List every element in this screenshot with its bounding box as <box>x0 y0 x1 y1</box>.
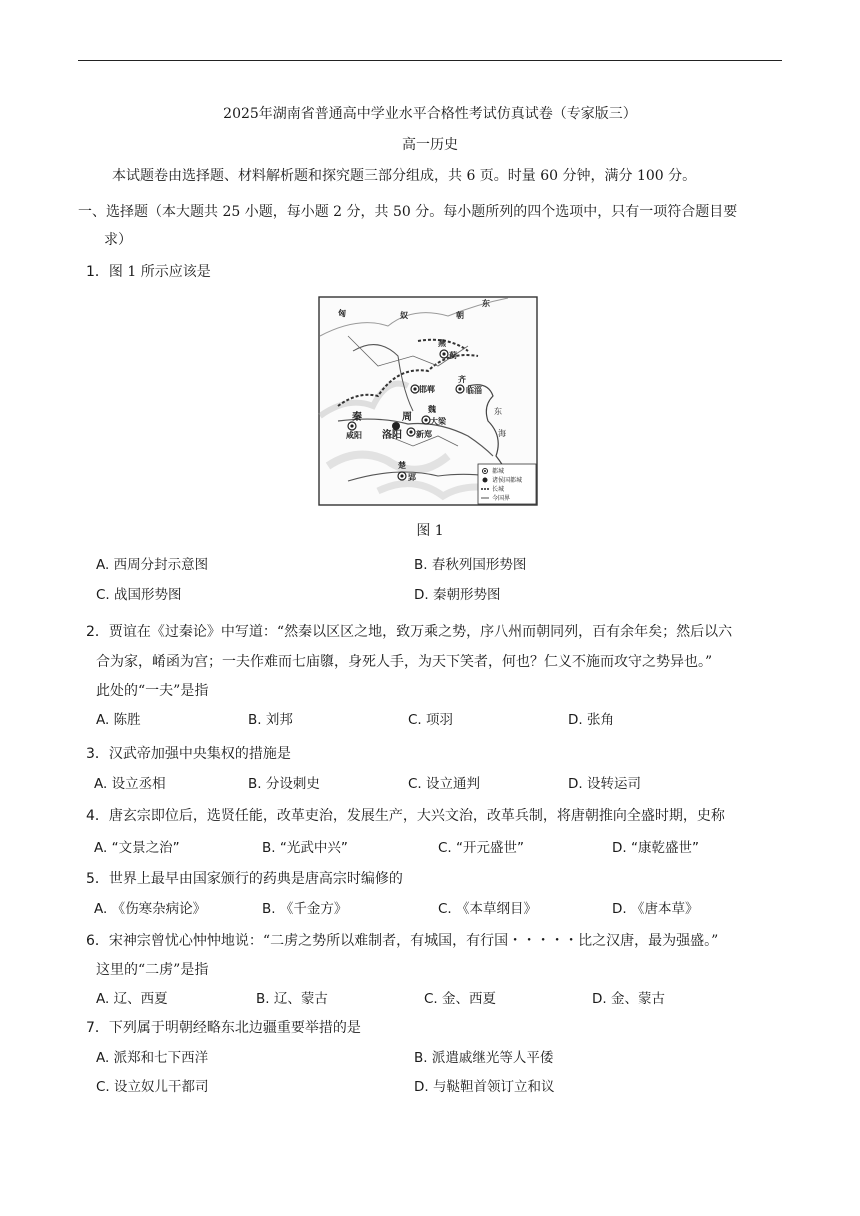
question-1-stem <box>86 262 211 282</box>
map-label: 东 <box>494 407 502 416</box>
question-text: 汉武帝加强中央集权的措施是 <box>108 746 291 762</box>
option-b[interactable]: B. 《千金方》 <box>262 901 348 917</box>
question-6-stem-line2: 这里的“二虏”是指 <box>96 962 209 978</box>
map-label: 临淄 <box>466 386 482 395</box>
map-label: 蓟 <box>449 351 457 360</box>
option-b[interactable]: B. 分设刺史 <box>248 776 320 792</box>
map-label: 新郑 <box>416 430 432 439</box>
option-d[interactable]: D. 金、蒙古 <box>592 991 665 1007</box>
map-label: 朝 <box>456 311 464 320</box>
option-c[interactable]: C. 设立奴儿干都司 <box>96 1079 209 1095</box>
figure-caption: 图 1 <box>416 523 444 539</box>
question-text: 宋神宗曾忧心忡忡地说：“二虏之势所以难制者，有城国，有行国・・・・・比之汉唐，最为强盛。” <box>108 933 719 949</box>
question-4-stem <box>86 806 725 826</box>
option-a[interactable]: A. 派郑和七下西洋 <box>96 1050 209 1066</box>
option-d[interactable]: D. 与鞑靼首领订立和议 <box>414 1079 555 1095</box>
warring-states-map <box>318 296 538 506</box>
legend-label: 长城 <box>492 486 505 493</box>
map-figure <box>318 296 538 506</box>
option-b[interactable]: B. 春秋列国形势图 <box>414 557 527 573</box>
option-d[interactable]: D. 秦朝形势图 <box>414 587 501 603</box>
question-number: 6． <box>86 933 109 949</box>
map-label: 咸阳 <box>346 431 362 440</box>
option-a[interactable]: A. 西周分封示意图 <box>96 557 209 573</box>
legend-label: 都城 <box>492 468 505 475</box>
option-b[interactable]: B. “光武中兴” <box>262 840 348 856</box>
question-number: 2． <box>86 624 109 640</box>
question-3-stem <box>86 744 291 764</box>
map-label: 秦 <box>352 412 362 423</box>
map-label: 奴 <box>400 311 408 320</box>
question-number: 4． <box>86 808 109 824</box>
question-number: 5． <box>86 871 109 887</box>
option-a[interactable]: A. “文景之治” <box>94 840 180 856</box>
exam-intro: 本试题卷由选择题、材料解析题和探究题三部分组成，共 6 页。时量 60 分钟，满分 100 分。 <box>112 168 697 184</box>
map-legend <box>478 464 536 504</box>
question-text: 贾谊在《过秦论》中写道：“然秦以区区之地，致万乘之势，序八州而朝同列，百有余年矣；然后以六 <box>108 624 733 640</box>
question-text: 唐玄宗即位后，选贤任能，改革吏治，发展生产，大兴文治，改革兵制，将唐朝推向全盛时期，史称 <box>108 808 725 824</box>
map-label: 郢 <box>408 473 416 482</box>
exam-title: 2025年湖南省普通高中学业水平合格性考试仿真试卷（专家版三） <box>223 106 637 122</box>
option-b[interactable]: B. 刘邦 <box>248 712 293 728</box>
option-c[interactable]: C. 《本草纲目》 <box>438 901 538 917</box>
map-label: 楚 <box>398 461 406 470</box>
legend-label: 今国界 <box>492 495 511 502</box>
option-a[interactable]: A. 辽、西夏 <box>96 991 168 1007</box>
option-a[interactable]: A. 《伤寒杂病论》 <box>94 901 207 917</box>
question-2-stem-line3: 此处的“一夫”是指 <box>96 683 209 699</box>
legend-label: 诸侯国都城 <box>492 477 523 484</box>
option-c[interactable]: C. 设立通判 <box>408 776 481 792</box>
question-text: 图 1 所示应该是 <box>108 264 211 280</box>
question-text: 世界上最早由国家颁行的药典是唐高宗时编修的 <box>108 871 403 887</box>
question-6-stem-line1 <box>86 931 718 951</box>
map-label: 东 <box>482 299 490 308</box>
option-c[interactable]: C. 金、西夏 <box>424 991 497 1007</box>
option-b[interactable]: B. 辽、蒙古 <box>256 991 328 1007</box>
header-rule <box>78 60 782 61</box>
option-d[interactable]: D. 《唐本草》 <box>612 901 699 917</box>
option-d[interactable]: D. “康乾盛世” <box>612 840 699 856</box>
question-2-stem-line2: 合为家，崤函为宫；一夫作难而七庙隳，身死人手，为天下笑者，何也？仁义不施而攻守之势异也。” <box>96 654 713 670</box>
option-d[interactable]: D. 设转运司 <box>568 776 641 792</box>
section-heading-line2: 求） <box>104 232 132 248</box>
question-5-stem <box>86 869 403 889</box>
option-a[interactable]: A. 设立丞相 <box>94 776 166 792</box>
map-label: 邯郸 <box>419 385 435 394</box>
map-label: 大梁 <box>430 417 446 426</box>
question-7-stem <box>86 1018 361 1038</box>
map-label: 洛阳 <box>382 430 402 441</box>
map-label: 齐 <box>458 375 466 384</box>
map-label: 周 <box>402 412 412 423</box>
question-number: 3． <box>86 746 109 762</box>
question-number: 7． <box>86 1020 109 1036</box>
question-text: 下列属于明朝经略东北边疆重要举措的是 <box>108 1020 361 1036</box>
question-number: 1． <box>86 264 109 280</box>
map-label: 燕 <box>438 339 446 348</box>
section-heading-line1: 一、选择题（本大题共 25 小题，每小题 2 分，共 50 分。每小题所列的四个选项中，只有一项符合题目要 <box>78 204 738 220</box>
question-2-stem-line1 <box>86 622 732 642</box>
option-c[interactable]: C. 项羽 <box>408 712 454 728</box>
option-a[interactable]: A. 陈胜 <box>96 712 141 728</box>
option-d[interactable]: D. 张角 <box>568 712 614 728</box>
map-label: 魏 <box>428 405 436 414</box>
map-label: 海 <box>498 429 506 438</box>
map-label: 匈 <box>338 309 346 318</box>
option-b[interactable]: B. 派遣戚继光等人平倭 <box>414 1050 554 1066</box>
option-c[interactable]: C. 战国形势图 <box>96 587 182 603</box>
option-c[interactable]: C. “开元盛世” <box>438 840 524 856</box>
subject-title: 高一历史 <box>402 137 458 153</box>
